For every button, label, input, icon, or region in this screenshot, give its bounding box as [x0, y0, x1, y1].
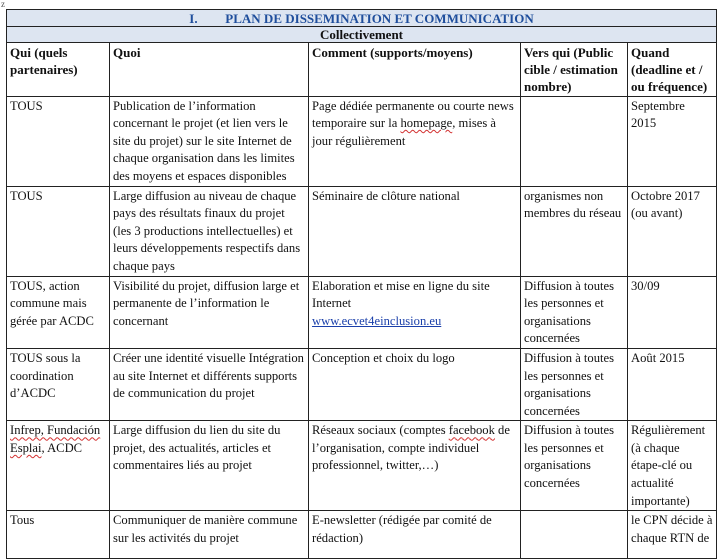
cell-quand: Régulièrement (à chaque étape-clé ou actualité importante)	[628, 421, 717, 511]
cell-quand: le CPN décide à chaque RTN de	[628, 511, 717, 559]
cell-comment: E-newsletter (rédigée par comité de rédaction)	[309, 511, 521, 559]
cell-comment	[309, 276, 521, 348]
table-row	[7, 276, 717, 348]
cell-qui: TOUS, action commune mais gérée par ACDC	[7, 276, 110, 348]
website-link[interactable]: www.ecvet4einclusion.eu	[312, 313, 442, 328]
cell-vers-qui: organismes non membres du réseau	[521, 186, 628, 276]
cell-comment: Réseaux sociaux (comptes facebook de l’organisation, compte individuel professionnel, twitter,…)	[309, 421, 521, 511]
dissemination-plan-table	[6, 9, 717, 559]
cell-quoi: Publication de l’information concernant le projet (et lien vers le site du projet) sur le site Internet de chaque organisation dans les limites des moyens et espaces disponibles	[110, 96, 309, 186]
cell-quoi: Créer une identité visuelle Intégration au site Internet et différents supports de communication du projet	[110, 348, 309, 420]
cell-quoi: Large diffusion du lien du site du projet, des actualités, articles et commentaires liés au projet	[110, 421, 309, 511]
cell-vers-qui: Diffusion à toutes les personnes et organisations concernées	[521, 348, 628, 420]
cell-comment-text: Elaboration et mise en ligne du site Internet	[312, 278, 490, 311]
cell-comment: Séminaire de clôture national	[309, 186, 521, 276]
cell-quoi: Visibilité du projet, diffusion large et permanente de l’information le concernant	[110, 276, 309, 348]
table-row	[7, 511, 717, 559]
table-row	[7, 348, 717, 420]
col-header-qui: Qui (quels partenaires)	[7, 43, 110, 97]
section-title	[7, 10, 717, 27]
cell-quand: Août 2015	[628, 348, 717, 420]
table-row	[7, 96, 717, 186]
subtitle: Collectivement	[7, 27, 717, 43]
cell-quand: Octobre 2017 (ou avant)	[628, 186, 717, 276]
cell-quoi: Large diffusion au niveau de chaque pays des résultats finaux du projet (les 3 productions intellectuelles) et leurs développements respectifs dans chaque pays	[110, 186, 309, 276]
section-title-text: PLAN DE DISSEMINATION ET COMMUNICATION	[225, 11, 534, 26]
cell-qui: TOUS sous la coordination d’ACDC	[7, 348, 110, 420]
cell-quand: Septembre 2015	[628, 96, 717, 186]
table-row	[7, 186, 717, 276]
cell-qui: TOUS	[7, 96, 110, 186]
cell-vers-qui: Diffusion à toutes les personnes et organisations concernées	[521, 276, 628, 348]
cell-vers-qui	[521, 511, 628, 559]
col-header-quand: Quand (deadline et / ou fréquence)	[628, 43, 717, 97]
table-row	[7, 421, 717, 511]
cell-comment: Conception et choix du logo	[309, 348, 521, 420]
section-number: I.	[189, 11, 198, 26]
col-header-vers-qui: Vers qui (Public cible / estimation nombre)	[521, 43, 628, 97]
cell-vers-qui	[521, 96, 628, 186]
cell-quoi: Communiquer de manière commune sur les activités du projet	[110, 511, 309, 559]
col-header-comment: Comment (supports/moyens)	[309, 43, 521, 97]
cell-qui: TOUS	[7, 186, 110, 276]
cell-qui: Infrep, Fundación Esplai, ACDC	[7, 421, 110, 511]
cell-comment: Page dédiée permanente ou courte news temporaire sur la homepage, mises à jour régulièrement	[309, 96, 521, 186]
cell-quand: 30/09	[628, 276, 717, 348]
corner-mark: z	[1, 0, 5, 9]
cell-vers-qui: Diffusion à toutes les personnes et organisations concernées	[521, 421, 628, 511]
col-header-quoi: Quoi	[110, 43, 309, 97]
cell-qui: Tous	[7, 511, 110, 559]
